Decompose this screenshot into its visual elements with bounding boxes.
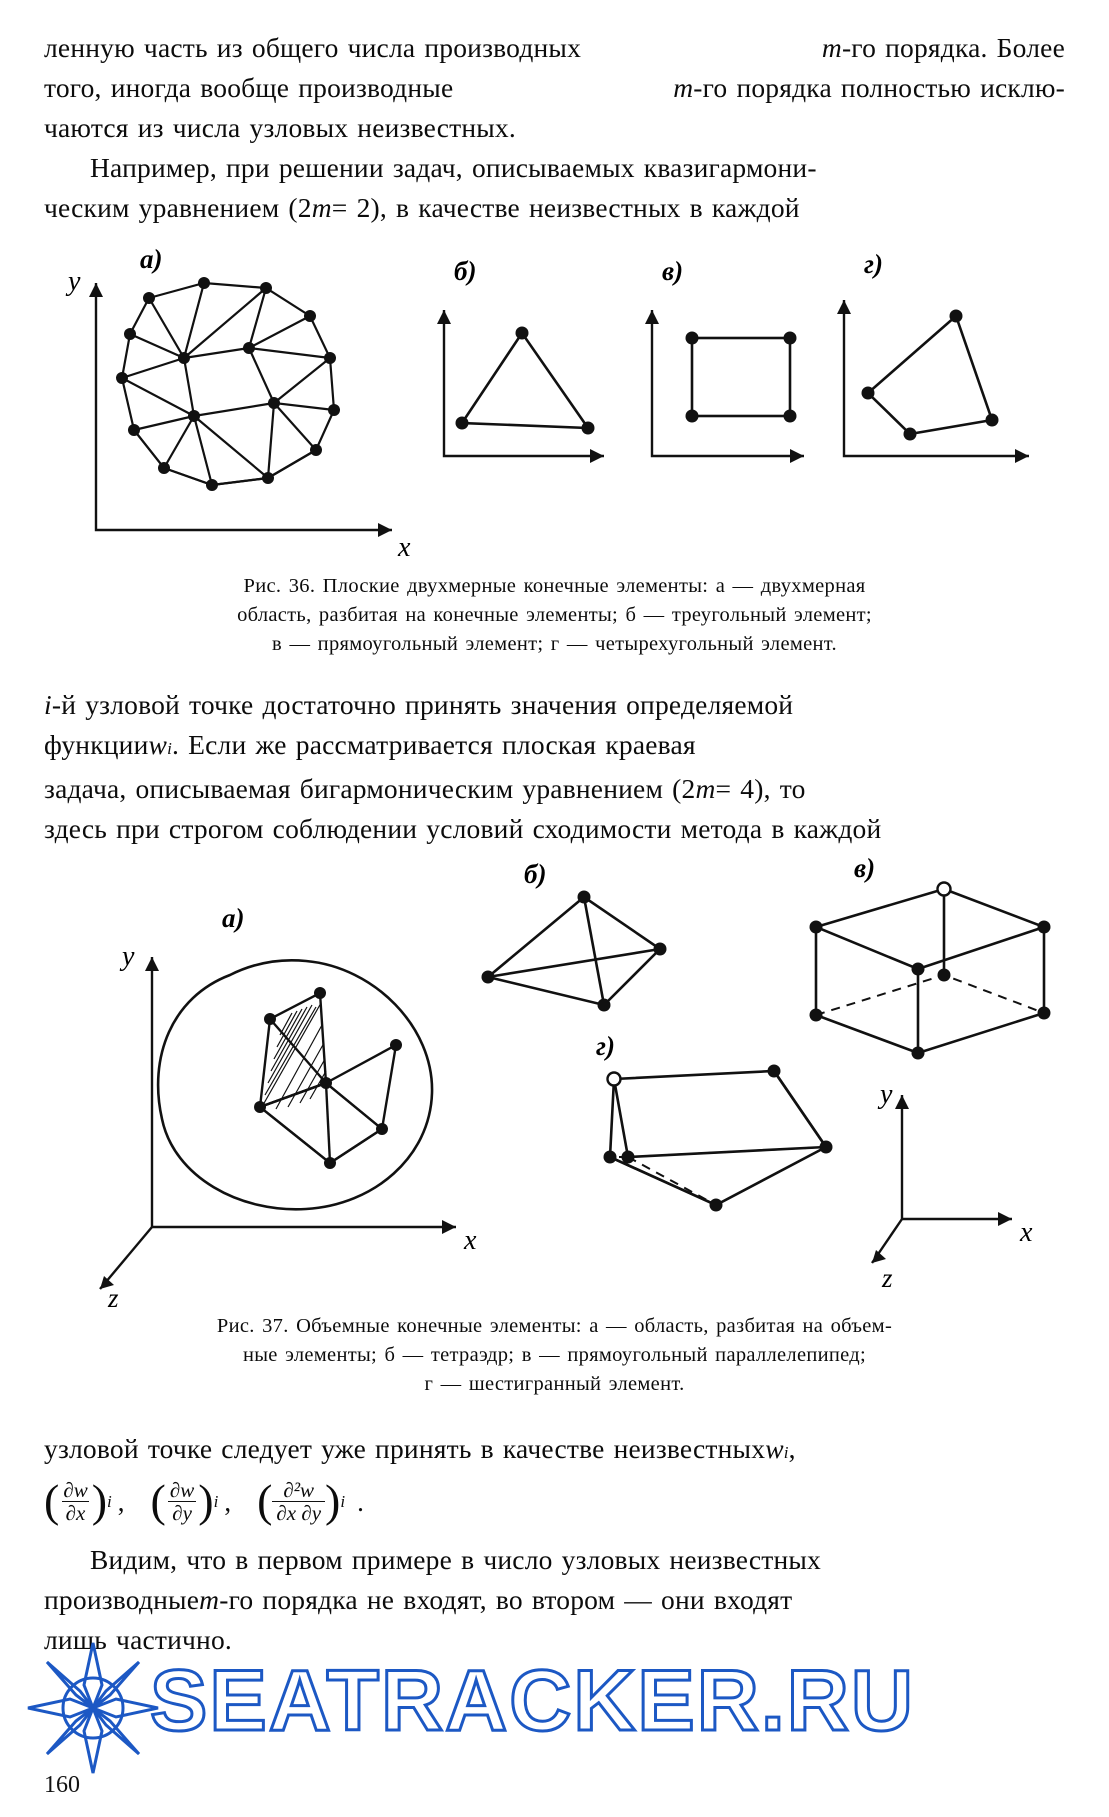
caption-line: в — прямоугольный элемент; г — четырехугольный элемент. [272,633,837,655]
figure-36-caption [44,572,1065,659]
text-run: -го порядка не входят, во втором — они входят [219,1584,793,1616]
watermark-text: SEATRACKER.RU [150,1653,915,1749]
text-run: -й узловой точке достаточно принять значения определяемой [51,689,794,720]
text-run: -го порядка. Более [841,32,1065,63]
paragraph-1 [44,28,1065,148]
formula-derivatives [44,1475,1065,1527]
comma: , [224,1486,232,1517]
figure-37-axis-z2: z [882,1263,893,1293]
paragraph-line [44,68,1065,108]
derivative-dw-dy [150,1475,219,1527]
text-run: = 4), то [715,773,806,804]
figure-37-graphic [44,857,1064,1312]
numerator: ∂w [63,1478,88,1502]
paragraph-line [44,685,1065,725]
figure-36-label-g: г) [864,249,883,279]
text-run: чаются из числа узловых неизвестных. [44,112,516,143]
figure-36-label-v: в) [662,256,684,286]
paragraph-2 [44,148,1065,228]
paragraph-line [44,188,1065,228]
paren-open: ( [150,1475,166,1527]
denominator: ∂y [168,1501,196,1524]
math-m: m [673,72,694,103]
numerator: ∂²w [283,1478,315,1502]
math-subscript: i [783,1443,789,1462]
text-run: , [788,1433,796,1464]
text-run: задача, описываемая бигармоническим уравнением (2 [44,773,696,804]
subscript: i [340,1491,346,1511]
figure-36-label-a: а) [140,244,163,274]
math-i: i [44,689,52,720]
figure-37-label-v: в) [854,857,876,883]
text-run: того, иногда вообще производные [44,72,454,103]
paren-close: ) [198,1475,214,1527]
text-run: Например, при решении задач, описываемых квазигармони- [90,152,817,183]
paragraph-line [44,28,1065,68]
numerator: ∂w [169,1478,195,1502]
fraction [59,1479,91,1524]
subscript: i [213,1491,219,1511]
figure-37-axis-y: y [122,941,135,972]
caption-line: область, разбитая на конечные элементы; б — треугольный элемент; [237,604,872,626]
math-w: w [148,729,168,760]
figure-37-label-b: б) [524,859,547,889]
text-run: узловой точке следует уже принять в качестве неизвестных [44,1433,766,1464]
text-run: ческим уравнением (2 [44,192,312,223]
paragraph-line [44,1580,1065,1620]
figure-37-label-g: г) [596,1031,615,1061]
paragraph-5 [44,1540,1065,1660]
denominator: ∂x [62,1501,90,1524]
figure-37-axis-y2: y [880,1079,893,1110]
paragraph-line: здесь при строгом соблюдении условий сходимости метода в каждой [44,813,882,844]
fraction [166,1479,198,1524]
paren-close: ) [91,1475,108,1527]
math-m: m [199,1584,220,1616]
paragraph-3 [44,685,1065,849]
paragraph-line [44,1429,1065,1473]
paragraph-line: Видим, что в первом примере в число узловых неизвестных [90,1544,822,1576]
caption-line: г — шестигранный элемент. [424,1373,685,1395]
math-m: m [695,773,716,804]
figure-36 [44,238,1065,568]
text-run: = 2), в качестве неизвестных в каждой [331,192,800,223]
derivative-d2w-dxdy [257,1475,346,1527]
text-run: ленную часть из общего числа производных [44,32,582,63]
paragraph-line [44,108,1065,148]
math-m: m [821,32,842,63]
subscript: i [107,1491,112,1511]
page-number: 160 [44,1772,80,1798]
figure-37-axis-z: z [108,1283,119,1312]
denominator: ∂x ∂y [272,1501,325,1524]
paragraph-line [44,148,1065,188]
math-w: w [765,1433,784,1464]
text-run: -го порядка полностью исклю- [693,72,1065,103]
figure-36-graphic [44,238,1064,568]
fraction [272,1479,325,1524]
paragraph-line [44,769,1065,809]
period: . [357,1486,364,1517]
text-run: производные [44,1584,200,1616]
figure-37-axis-x2: x [1020,1217,1033,1248]
math-subscript: i [167,739,172,758]
figure-36-axis-y: y [68,266,81,297]
comma: , [117,1486,125,1517]
derivative-dw-dx [44,1475,112,1527]
paragraph-line [44,725,1065,769]
figure-37 [44,857,1065,1312]
paren-open: ( [257,1475,273,1527]
paren-close: ) [325,1475,341,1527]
caption-line: Рис. 37. Объемные конечные элементы: а — область, разбитая на объем- [216,1315,893,1337]
figure-37-caption [44,1312,1065,1399]
math-m: m [311,192,332,223]
text-run: функции [44,729,149,760]
figure-37-label-a: а) [222,903,245,933]
paren-open: ( [44,1475,60,1527]
text-run: . Если же рассматривается плоская краевая [172,729,696,760]
figure-36-label-b: б) [454,256,477,286]
figure-37-axis-x: x [464,1225,477,1256]
figure-36-axis-x: x [398,532,411,563]
paragraph-4 [44,1429,1065,1527]
caption-line: Рис. 36. Плоские двухмерные конечные элементы: а — двухмерная [243,575,866,597]
paragraph-line: лишь частично. [44,1624,232,1656]
caption-line: ные элементы; б — тетраэдр; в — прямоугольный параллелепипед; [242,1344,867,1366]
